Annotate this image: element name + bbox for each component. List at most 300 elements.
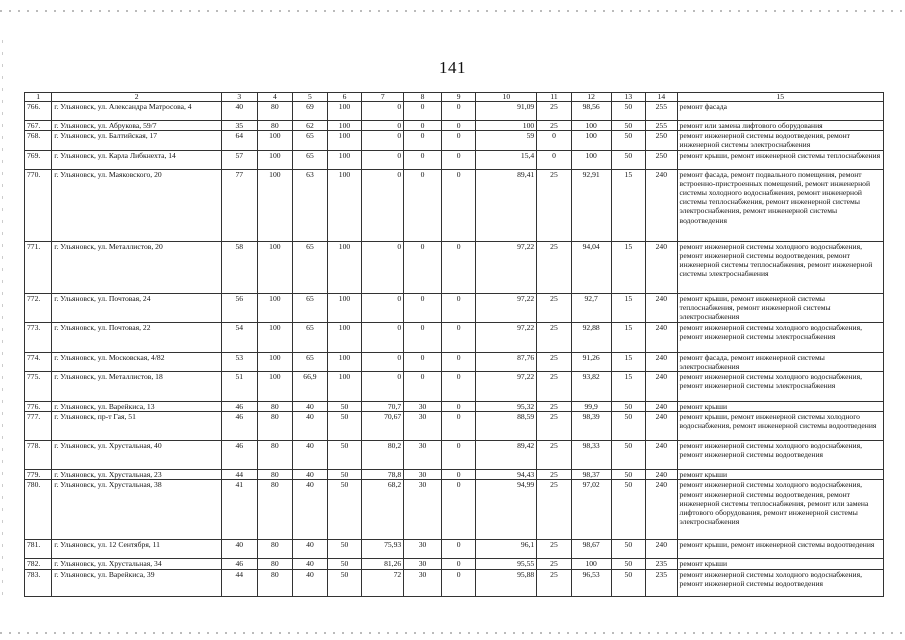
cell-col-1: 767. xyxy=(25,121,52,131)
cell-col-11: 25 xyxy=(537,293,572,322)
column-number-12: 12 xyxy=(571,93,611,102)
cell-col-8: 0 xyxy=(404,121,442,131)
column-number-13: 13 xyxy=(611,93,646,102)
cell-col-8: 30 xyxy=(404,569,442,596)
cell-col-9: 0 xyxy=(441,480,476,540)
cell-col-14: 240 xyxy=(646,293,677,322)
cell-col-9: 0 xyxy=(441,150,476,169)
cell-col-1: 776. xyxy=(25,402,52,412)
cell-col-15: ремонт инженерной системы холодного водоснабжения, ремонт инженерной системы электроснабжения xyxy=(677,372,883,402)
cell-col-3: 44 xyxy=(221,569,257,596)
cell-col-3: 64 xyxy=(221,131,257,150)
cell-col-12: 98,39 xyxy=(571,412,611,441)
cell-col-14: 240 xyxy=(646,470,677,480)
cell-col-5: 65 xyxy=(293,131,328,150)
cell-col-15: ремонт инженерной системы холодного водоснабжения, ремонт инженерной системы водоотведения, ремонт инженерной системы теплоснабжения, ремонт или замена лифтового оборудования, ремонт инженерной системы электроснабжения xyxy=(677,480,883,540)
cell-col-13: 50 xyxy=(611,441,646,470)
cell-col-6: 100 xyxy=(327,293,362,322)
cell-col-9: 0 xyxy=(441,412,476,441)
cell-col-6: 100 xyxy=(327,322,362,352)
cell-col-11: 25 xyxy=(537,241,572,293)
cell-col-14: 250 xyxy=(646,131,677,150)
cell-col-2: г. Ульяновск, ул. Варейкиса, 13 xyxy=(52,402,222,412)
cell-col-12: 92,91 xyxy=(571,169,611,241)
table-row xyxy=(25,131,884,150)
cell-col-13: 50 xyxy=(611,131,646,150)
table-row xyxy=(25,121,884,131)
cell-col-11: 25 xyxy=(537,569,572,596)
table-row xyxy=(25,293,884,322)
cell-col-14: 240 xyxy=(646,241,677,293)
cell-col-8: 30 xyxy=(404,441,442,470)
cell-col-1: 780. xyxy=(25,480,52,540)
cell-col-1: 779. xyxy=(25,470,52,480)
cell-col-11: 25 xyxy=(537,121,572,131)
cell-col-2: г. Ульяновск, ул. Московская, 4/82 xyxy=(52,352,222,371)
cell-col-12: 100 xyxy=(571,559,611,569)
cell-col-11: 25 xyxy=(537,169,572,241)
cell-col-7: 0 xyxy=(362,169,404,241)
cell-col-15: ремонт инженерной системы холодного водоснабжения, ремонт инженерной системы водоотведения xyxy=(677,441,883,470)
cell-col-7: 0 xyxy=(362,102,404,121)
table-row xyxy=(25,402,884,412)
cell-col-5: 69 xyxy=(293,102,328,121)
cell-col-1: 773. xyxy=(25,322,52,352)
cell-col-13: 50 xyxy=(611,540,646,559)
cell-col-1: 783. xyxy=(25,569,52,596)
cell-col-8: 30 xyxy=(404,559,442,569)
cell-col-1: 772. xyxy=(25,293,52,322)
cell-col-5: 66,9 xyxy=(293,372,328,402)
cell-col-9: 0 xyxy=(441,559,476,569)
cell-col-9: 0 xyxy=(441,241,476,293)
cell-col-8: 0 xyxy=(404,241,442,293)
cell-col-1: 768. xyxy=(25,131,52,150)
cell-col-1: 775. xyxy=(25,372,52,402)
cell-col-9: 0 xyxy=(441,441,476,470)
column-number-6: 6 xyxy=(327,93,362,102)
cell-col-8: 30 xyxy=(404,540,442,559)
cell-col-15: ремонт крыши xyxy=(677,402,883,412)
cell-col-8: 30 xyxy=(404,402,442,412)
cell-col-15: ремонт фасада, ремонт инженерной системы электроснабжения xyxy=(677,352,883,371)
cell-col-5: 40 xyxy=(293,480,328,540)
cell-col-3: 53 xyxy=(221,352,257,371)
cell-col-15: ремонт крыши xyxy=(677,470,883,480)
cell-col-3: 77 xyxy=(221,169,257,241)
cell-col-8: 30 xyxy=(404,470,442,480)
cell-col-10: 89,41 xyxy=(476,169,537,241)
cell-col-8: 0 xyxy=(404,322,442,352)
table-row xyxy=(25,372,884,402)
cell-col-5: 65 xyxy=(293,241,328,293)
table-row xyxy=(25,169,884,241)
cell-col-3: 41 xyxy=(221,480,257,540)
cell-col-13: 50 xyxy=(611,150,646,169)
cell-col-6: 100 xyxy=(327,241,362,293)
cell-col-7: 80,2 xyxy=(362,441,404,470)
cell-col-13: 50 xyxy=(611,559,646,569)
cell-col-12: 98,67 xyxy=(571,540,611,559)
cell-col-8: 30 xyxy=(404,412,442,441)
cell-col-15: ремонт или замена лифтового оборудования xyxy=(677,121,883,131)
cell-col-6: 50 xyxy=(327,470,362,480)
cell-col-9: 0 xyxy=(441,372,476,402)
cell-col-14: 250 xyxy=(646,150,677,169)
cell-col-5: 40 xyxy=(293,402,328,412)
cell-col-11: 25 xyxy=(537,352,572,371)
cell-col-15: ремонт инженерной системы водоотведения, ремонт инженерной системы электроснабжения xyxy=(677,131,883,150)
cell-col-14: 240 xyxy=(646,352,677,371)
cell-col-2: г. Ульяновск, ул. Абрукова, 59/7 xyxy=(52,121,222,131)
cell-col-12: 98,56 xyxy=(571,102,611,121)
cell-col-7: 78,8 xyxy=(362,470,404,480)
cell-col-7: 0 xyxy=(362,352,404,371)
cell-col-7: 0 xyxy=(362,322,404,352)
register-table xyxy=(24,92,884,597)
cell-col-4: 80 xyxy=(257,441,293,470)
table-row xyxy=(25,412,884,441)
column-number-10: 10 xyxy=(476,93,537,102)
cell-col-8: 0 xyxy=(404,169,442,241)
cell-col-13: 50 xyxy=(611,470,646,480)
cell-col-12: 98,37 xyxy=(571,470,611,480)
cell-col-6: 100 xyxy=(327,131,362,150)
cell-col-2: г. Ульяновск, ул. Металлистов, 18 xyxy=(52,372,222,402)
cell-col-8: 0 xyxy=(404,131,442,150)
cell-col-11: 25 xyxy=(537,372,572,402)
cell-col-4: 100 xyxy=(257,150,293,169)
cell-col-10: 94,99 xyxy=(476,480,537,540)
cell-col-6: 50 xyxy=(327,569,362,596)
table-row xyxy=(25,150,884,169)
cell-col-6: 100 xyxy=(327,372,362,402)
cell-col-7: 72 xyxy=(362,569,404,596)
cell-col-15: ремонт крыши, ремонт инженерной системы водоотведения xyxy=(677,540,883,559)
cell-col-10: 59 xyxy=(476,131,537,150)
cell-col-15: ремонт инженерной системы холодного водоснабжения, ремонт инженерной системы электроснабжения xyxy=(677,322,883,352)
cell-col-12: 100 xyxy=(571,131,611,150)
cell-col-4: 100 xyxy=(257,372,293,402)
cell-col-14: 240 xyxy=(646,322,677,352)
column-number-row xyxy=(25,93,884,102)
cell-col-14: 240 xyxy=(646,480,677,540)
cell-col-10: 87,76 xyxy=(476,352,537,371)
cell-col-5: 40 xyxy=(293,470,328,480)
cell-col-4: 80 xyxy=(257,121,293,131)
cell-col-7: 70,67 xyxy=(362,412,404,441)
cell-col-7: 75,93 xyxy=(362,540,404,559)
cell-col-9: 0 xyxy=(441,402,476,412)
cell-col-5: 65 xyxy=(293,322,328,352)
cell-col-13: 15 xyxy=(611,372,646,402)
table-row xyxy=(25,470,884,480)
cell-col-13: 50 xyxy=(611,402,646,412)
cell-col-12: 97,02 xyxy=(571,480,611,540)
cell-col-11: 25 xyxy=(537,412,572,441)
cell-col-14: 240 xyxy=(646,441,677,470)
cell-col-8: 0 xyxy=(404,372,442,402)
scan-artifact-top xyxy=(0,10,905,12)
cell-col-1: 782. xyxy=(25,559,52,569)
cell-col-4: 100 xyxy=(257,293,293,322)
cell-col-11: 25 xyxy=(537,402,572,412)
cell-col-5: 40 xyxy=(293,412,328,441)
cell-col-3: 58 xyxy=(221,241,257,293)
column-number-3: 3 xyxy=(221,93,257,102)
cell-col-6: 100 xyxy=(327,169,362,241)
cell-col-2: г. Ульяновск, ул. Карла Либкнехта, 14 xyxy=(52,150,222,169)
cell-col-7: 70,7 xyxy=(362,402,404,412)
cell-col-6: 100 xyxy=(327,352,362,371)
cell-col-7: 68,2 xyxy=(362,480,404,540)
cell-col-9: 0 xyxy=(441,540,476,559)
cell-col-6: 50 xyxy=(327,540,362,559)
cell-col-12: 91,26 xyxy=(571,352,611,371)
cell-col-14: 240 xyxy=(646,412,677,441)
cell-col-8: 0 xyxy=(404,352,442,371)
cell-col-4: 100 xyxy=(257,169,293,241)
cell-col-12: 100 xyxy=(571,121,611,131)
cell-col-9: 0 xyxy=(441,293,476,322)
column-number-1: 1 xyxy=(25,93,52,102)
cell-col-9: 0 xyxy=(441,322,476,352)
cell-col-13: 50 xyxy=(611,480,646,540)
cell-col-1: 778. xyxy=(25,441,52,470)
cell-col-11: 0 xyxy=(537,131,572,150)
cell-col-11: 25 xyxy=(537,102,572,121)
cell-col-4: 80 xyxy=(257,480,293,540)
column-number-11: 11 xyxy=(537,93,572,102)
cell-col-11: 25 xyxy=(537,559,572,569)
cell-col-11: 25 xyxy=(537,540,572,559)
column-number-14: 14 xyxy=(646,93,677,102)
cell-col-10: 15,4 xyxy=(476,150,537,169)
scan-artifact-bottom xyxy=(0,632,905,634)
column-number-5: 5 xyxy=(293,93,328,102)
cell-col-8: 0 xyxy=(404,102,442,121)
table-row xyxy=(25,102,884,121)
table-row xyxy=(25,241,884,293)
cell-col-2: г. Ульяновск, пр-т Гая, 51 xyxy=(52,412,222,441)
column-number-8: 8 xyxy=(404,93,442,102)
table-row xyxy=(25,322,884,352)
cell-col-2: г. Ульяновск, ул. Александра Матросова, 4 xyxy=(52,102,222,121)
cell-col-5: 40 xyxy=(293,441,328,470)
cell-col-10: 97,22 xyxy=(476,372,537,402)
cell-col-9: 0 xyxy=(441,102,476,121)
cell-col-2: г. Ульяновск, ул. Почтовая, 24 xyxy=(52,293,222,322)
cell-col-4: 80 xyxy=(257,470,293,480)
cell-col-15: ремонт крыши xyxy=(677,559,883,569)
cell-col-8: 30 xyxy=(404,480,442,540)
cell-col-1: 766. xyxy=(25,102,52,121)
cell-col-5: 63 xyxy=(293,169,328,241)
table-body xyxy=(25,102,884,597)
cell-col-3: 56 xyxy=(221,293,257,322)
cell-col-3: 35 xyxy=(221,121,257,131)
cell-col-4: 100 xyxy=(257,131,293,150)
cell-col-5: 65 xyxy=(293,293,328,322)
column-number-2: 2 xyxy=(52,93,222,102)
cell-col-2: г. Ульяновск, ул. Маяковского, 20 xyxy=(52,169,222,241)
cell-col-7: 0 xyxy=(362,121,404,131)
cell-col-7: 0 xyxy=(362,241,404,293)
cell-col-14: 235 xyxy=(646,559,677,569)
cell-col-10: 89,42 xyxy=(476,441,537,470)
cell-col-6: 100 xyxy=(327,102,362,121)
cell-col-1: 777. xyxy=(25,412,52,441)
cell-col-13: 15 xyxy=(611,352,646,371)
cell-col-11: 25 xyxy=(537,322,572,352)
cell-col-7: 0 xyxy=(362,372,404,402)
cell-col-12: 98,33 xyxy=(571,441,611,470)
cell-col-13: 50 xyxy=(611,412,646,441)
table-row xyxy=(25,352,884,371)
cell-col-2: г. Ульяновск, ул. Хрустальная, 40 xyxy=(52,441,222,470)
cell-col-15: ремонт инженерной системы холодного водоснабжения, ремонт инженерной системы водоотведения xyxy=(677,569,883,596)
cell-col-9: 0 xyxy=(441,352,476,371)
cell-col-3: 46 xyxy=(221,402,257,412)
cell-col-15: ремонт крыши, ремонт инженерной системы холодного водоснабжения, ремонт инженерной системы водоотведения xyxy=(677,412,883,441)
cell-col-3: 51 xyxy=(221,372,257,402)
cell-col-13: 50 xyxy=(611,121,646,131)
cell-col-12: 94,04 xyxy=(571,241,611,293)
cell-col-13: 15 xyxy=(611,293,646,322)
cell-col-12: 99,9 xyxy=(571,402,611,412)
cell-col-10: 97,22 xyxy=(476,293,537,322)
table-row xyxy=(25,569,884,596)
column-number-9: 9 xyxy=(441,93,476,102)
cell-col-12: 92,7 xyxy=(571,293,611,322)
cell-col-4: 80 xyxy=(257,540,293,559)
cell-col-4: 80 xyxy=(257,402,293,412)
column-number-15: 15 xyxy=(677,93,883,102)
cell-col-11: 25 xyxy=(537,470,572,480)
cell-col-2: г. Ульяновск, ул. Хрустальная, 38 xyxy=(52,480,222,540)
cell-col-4: 80 xyxy=(257,102,293,121)
cell-col-8: 0 xyxy=(404,293,442,322)
scan-artifact-left xyxy=(2,40,3,600)
cell-col-1: 781. xyxy=(25,540,52,559)
cell-col-12: 100 xyxy=(571,150,611,169)
cell-col-14: 255 xyxy=(646,102,677,121)
cell-col-13: 50 xyxy=(611,102,646,121)
cell-col-3: 46 xyxy=(221,412,257,441)
cell-col-10: 88,59 xyxy=(476,412,537,441)
cell-col-5: 40 xyxy=(293,540,328,559)
cell-col-2: г. Ульяновск, ул. Хрустальная, 23 xyxy=(52,470,222,480)
cell-col-6: 100 xyxy=(327,121,362,131)
cell-col-13: 15 xyxy=(611,241,646,293)
cell-col-2: г. Ульяновск, ул. Металлистов, 20 xyxy=(52,241,222,293)
cell-col-4: 100 xyxy=(257,241,293,293)
cell-col-4: 80 xyxy=(257,559,293,569)
page-number: 141 xyxy=(439,58,466,77)
cell-col-3: 40 xyxy=(221,540,257,559)
cell-col-14: 235 xyxy=(646,569,677,596)
cell-col-2: г. Ульяновск, ул. Балтийская, 17 xyxy=(52,131,222,150)
cell-col-2: г. Ульяновск, ул. Почтовая, 22 xyxy=(52,322,222,352)
cell-col-13: 15 xyxy=(611,322,646,352)
cell-col-10: 100 xyxy=(476,121,537,131)
cell-col-9: 0 xyxy=(441,470,476,480)
column-number-4: 4 xyxy=(257,93,293,102)
cell-col-3: 40 xyxy=(221,102,257,121)
cell-col-14: 240 xyxy=(646,402,677,412)
cell-col-6: 50 xyxy=(327,402,362,412)
cell-col-4: 100 xyxy=(257,322,293,352)
cell-col-14: 240 xyxy=(646,169,677,241)
cell-col-10: 95,88 xyxy=(476,569,537,596)
cell-col-4: 80 xyxy=(257,569,293,596)
cell-col-2: г. Ульяновск, ул. Варейкиса, 39 xyxy=(52,569,222,596)
cell-col-13: 50 xyxy=(611,569,646,596)
column-number-7: 7 xyxy=(362,93,404,102)
cell-col-5: 62 xyxy=(293,121,328,131)
cell-col-12: 93,82 xyxy=(571,372,611,402)
cell-col-11: 25 xyxy=(537,480,572,540)
cell-col-9: 0 xyxy=(441,121,476,131)
cell-col-7: 81,26 xyxy=(362,559,404,569)
cell-col-5: 40 xyxy=(293,559,328,569)
cell-col-10: 95,55 xyxy=(476,559,537,569)
cell-col-4: 100 xyxy=(257,352,293,371)
table-row xyxy=(25,559,884,569)
cell-col-10: 91,09 xyxy=(476,102,537,121)
cell-col-9: 0 xyxy=(441,169,476,241)
cell-col-14: 240 xyxy=(646,372,677,402)
cell-col-12: 92,88 xyxy=(571,322,611,352)
cell-col-3: 57 xyxy=(221,150,257,169)
cell-col-2: г. Ульяновск, ул. 12 Сентября, 11 xyxy=(52,540,222,559)
cell-col-3: 44 xyxy=(221,470,257,480)
cell-col-6: 50 xyxy=(327,412,362,441)
cell-col-10: 97,22 xyxy=(476,241,537,293)
cell-col-14: 240 xyxy=(646,540,677,559)
cell-col-15: ремонт фасада xyxy=(677,102,883,121)
cell-col-6: 50 xyxy=(327,441,362,470)
cell-col-12: 96,53 xyxy=(571,569,611,596)
cell-col-3: 46 xyxy=(221,559,257,569)
cell-col-9: 0 xyxy=(441,131,476,150)
cell-col-15: ремонт фасада, ремонт подвального помещения, ремонт встроенно-пристроенных помещений, ремонт инженерной системы холодного водоснабжения, ремонт инженерной системы теплоснабжения, ремонт инженерной системы электроснабжения, ремонт инженерной системы водоотведения xyxy=(677,169,883,241)
cell-col-15: ремонт инженерной системы холодного водоснабжения, ремонт инженерной системы водоотведения, ремонт инженерной системы теплоснабжения, ремонт инженерной системы электроснабжения xyxy=(677,241,883,293)
cell-col-10: 97,22 xyxy=(476,322,537,352)
cell-col-1: 769. xyxy=(25,150,52,169)
cell-col-6: 50 xyxy=(327,480,362,540)
cell-col-7: 0 xyxy=(362,131,404,150)
cell-col-7: 0 xyxy=(362,150,404,169)
cell-col-15: ремонт крыши, ремонт инженерной системы теплоснабжения xyxy=(677,150,883,169)
cell-col-14: 255 xyxy=(646,121,677,131)
cell-col-10: 94,43 xyxy=(476,470,537,480)
cell-col-5: 65 xyxy=(293,150,328,169)
cell-col-2: г. Ульяновск, ул. Хрустальная, 34 xyxy=(52,559,222,569)
cell-col-7: 0 xyxy=(362,293,404,322)
cell-col-1: 771. xyxy=(25,241,52,293)
cell-col-10: 95,32 xyxy=(476,402,537,412)
table-row xyxy=(25,540,884,559)
cell-col-5: 65 xyxy=(293,352,328,371)
cell-col-6: 50 xyxy=(327,559,362,569)
cell-col-8: 0 xyxy=(404,150,442,169)
cell-col-1: 770. xyxy=(25,169,52,241)
cell-col-3: 46 xyxy=(221,441,257,470)
cell-col-11: 0 xyxy=(537,150,572,169)
cell-col-3: 54 xyxy=(221,322,257,352)
cell-col-9: 0 xyxy=(441,569,476,596)
